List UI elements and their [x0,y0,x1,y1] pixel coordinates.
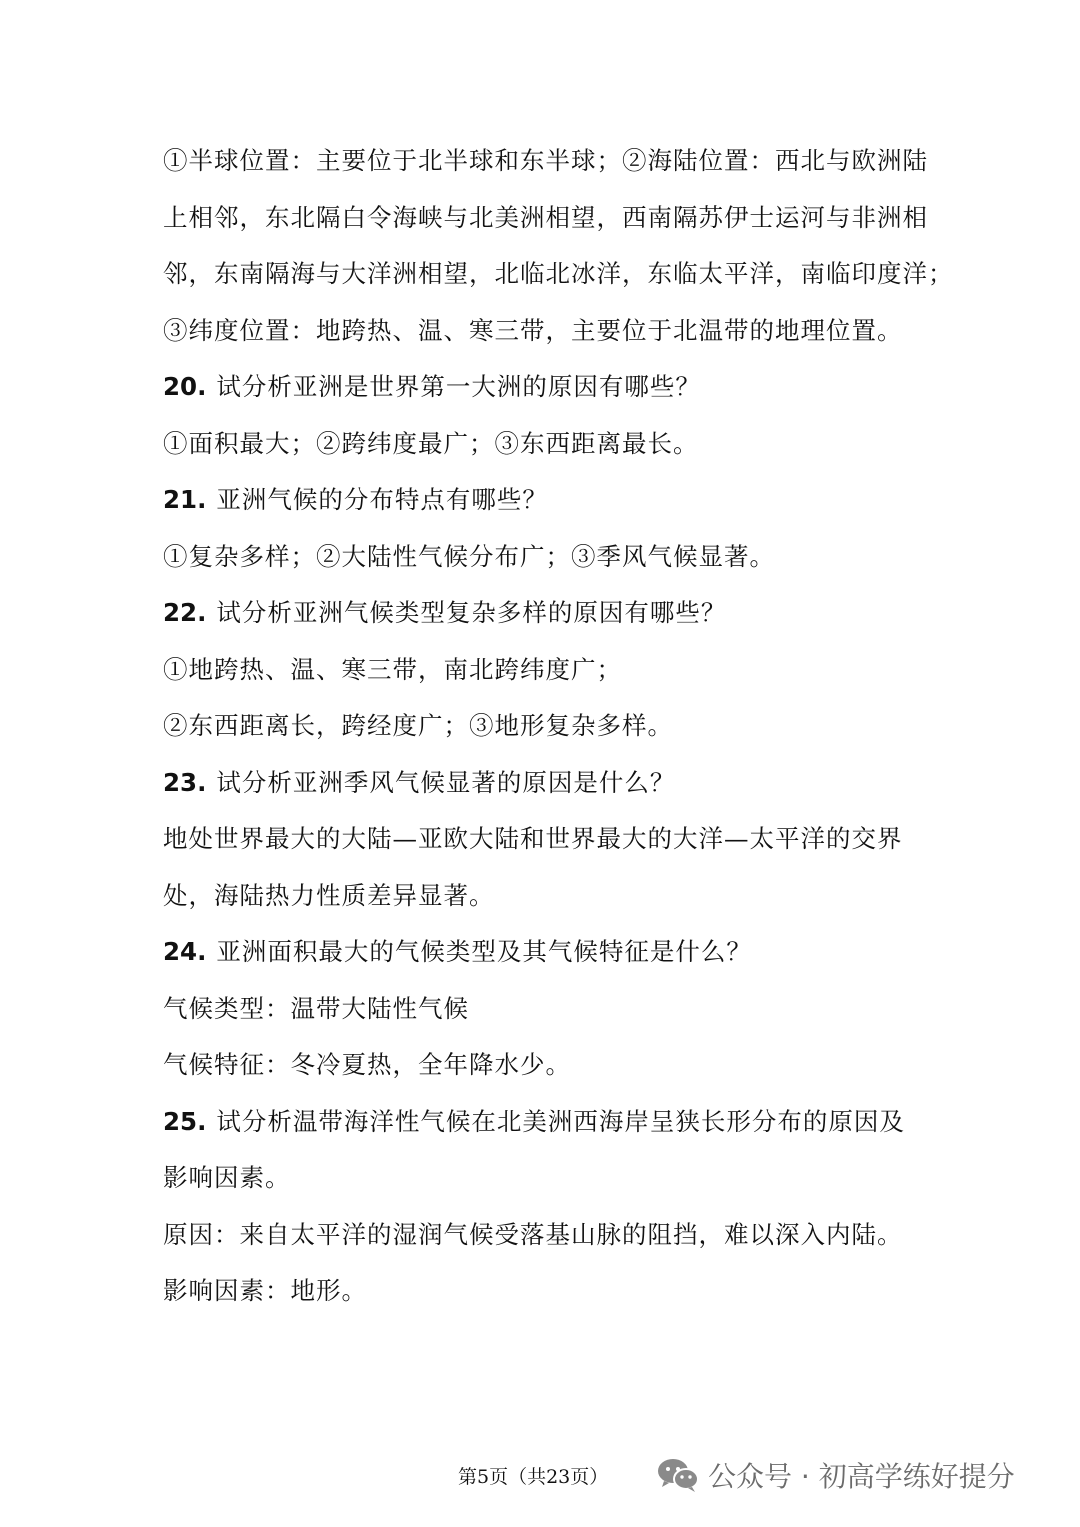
text-line: 邻，东南隔海与大洋洲相望，北临北冰洋，东临太平洋，南临印度洋； [163,259,954,288]
text-line: 上相邻，东北隔白令海峡与北美洲相望，西南隔苏伊士运河与非洲相 [163,202,928,232]
answer-line: ①复杂多样；②大陆性气候分布广；③季风气候显著。 [163,541,775,571]
watermark [656,1455,1015,1495]
answer-line: ①面积最大；②跨纬度最广；③东西距离最长。 [163,428,699,458]
answer-line: 原因：来自太平洋的湿润气候受落基山脉的阻挡，难以深入内陆。 [163,1219,903,1249]
question-20: 20. 试分析亚洲是世界第一大洲的原因有哪些？ [163,372,701,401]
document-body [163,133,954,1320]
question-number: 25. [163,1106,207,1136]
watermark-text: 公众号 · 初高学练好提分 [708,1460,1015,1493]
answer-line: 气候特征：冬冷夏热，全年降水少。 [163,1050,571,1079]
question-number: 24. [163,937,207,966]
question-number: 23. [163,767,207,797]
answer-line: ②东西距离长，跨经度广；③地形复杂多样。 [163,711,673,740]
question-23: 23. 试分析亚洲季风气候显著的原因是什么？ [163,767,676,797]
question-22: 22. 试分析亚洲气候类型复杂多样的原因有哪些？ [163,598,727,627]
page-number: 第5页（共23页） [458,1466,609,1488]
wechat-icon [656,1456,700,1494]
answer-line: 气候类型：温带大陆性气候 [163,993,469,1023]
answer-line: 处，海陆热力性质差异显著。 [163,880,495,910]
question-number: 22. [163,598,207,627]
question-line: 影响因素。 [163,1163,291,1192]
answer-line: 地处世界最大的大陆—亚欧大陆和世界最大的大洋—太平洋的交界 [163,824,903,853]
text-line: ①半球位置：主要位于北半球和东半球；②海陆位置：西北与欧洲陆 [163,146,928,175]
question-number: 21. [163,485,207,514]
question-number: 20. [163,372,207,401]
question-25: 25. 试分析温带海洋性气候在北美洲西海岸呈狭长形分布的原因及 [163,1106,905,1136]
answer-line: 影响因素：地形。 [163,1276,367,1305]
text-line: ③纬度位置：地跨热、温、寒三带，主要位于北温带的地理位置。 [163,315,903,345]
question-21: 21. 亚洲气候的分布特点有哪些？ [163,485,548,514]
answer-line: ①地跨热、温、寒三带，南北跨纬度广； [163,654,622,684]
question-24: 24. 亚洲面积最大的气候类型及其气候特征是什么？ [163,937,752,966]
